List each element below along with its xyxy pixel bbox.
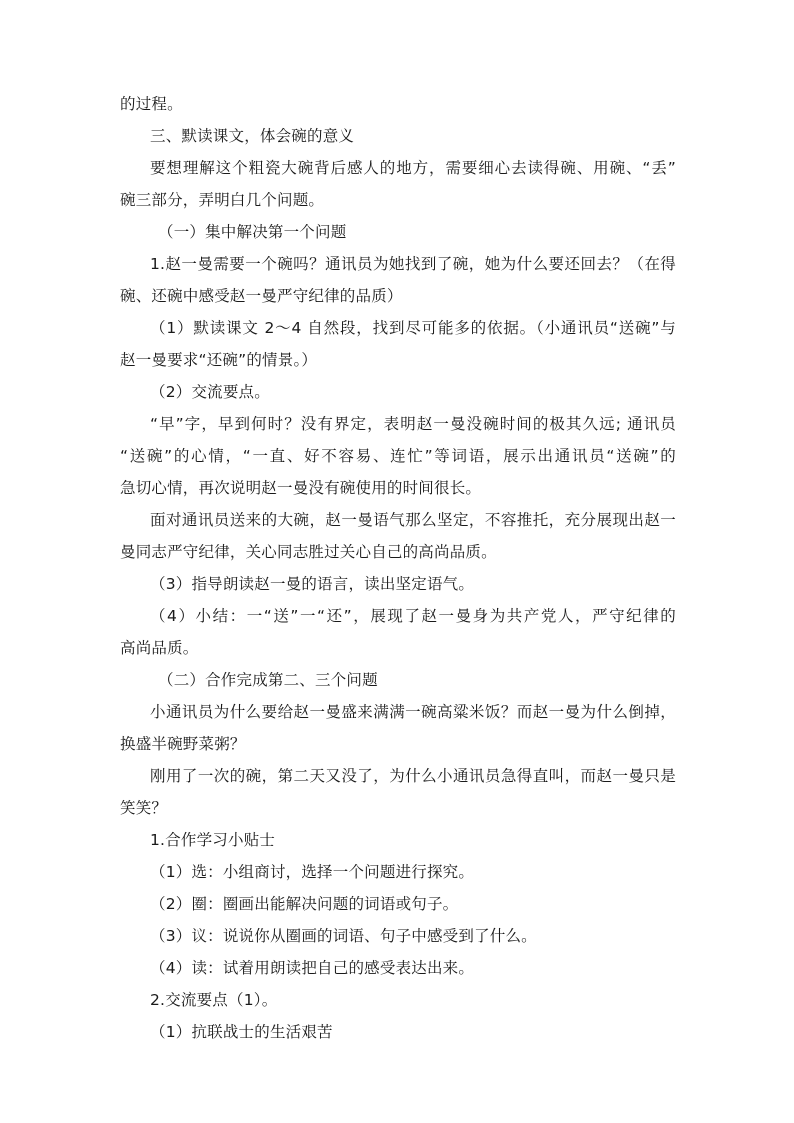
text-line: 刚用了一次的碗，第二天又没了，为什么小通讯员急得直叫，而赵一曼只是 bbox=[150, 767, 676, 785]
subsection-heading: （一）集中解决第一个问题 bbox=[158, 223, 347, 241]
list-item: （4）读：试着用朗读把自己的感受表达出来。 bbox=[150, 959, 475, 977]
text-line: “早”字，早到何时？没有界定，表明赵一曼没碗时间的极其久远; 通讯员 bbox=[150, 415, 676, 433]
text-line: 笑笑？ bbox=[120, 799, 168, 817]
list-item: （1）选：小组商讨，选择一个问题进行探究。 bbox=[150, 863, 475, 881]
text-line: 赵一曼要求“还碗”的情景。） bbox=[120, 351, 318, 369]
text-line: （3）指导朗读赵一曼的语言，读出坚定语气。 bbox=[150, 575, 475, 593]
text-line: 要想理解这个粗瓷大碗背后感人的地方，需要细心去读得碗、用碗、“丢” bbox=[150, 159, 676, 177]
text-line: 曼同志严守纪律，关心同志胜过关心自己的高尚品质。 bbox=[120, 543, 497, 561]
text-line: 碗、还碗中感受赵一曼严守纪律的品质） bbox=[120, 287, 403, 305]
subsection-heading: （二）合作完成第二、三个问题 bbox=[158, 671, 378, 689]
list-item: （2）圈：圈画出能解决问题的词语或句子。 bbox=[150, 895, 459, 913]
text-line: 急切心情，再次说明赵一曼没有碗使用的时间很长。 bbox=[120, 479, 482, 497]
section-heading: 三、默读课文，体会碗的意义 bbox=[150, 127, 355, 145]
text-line: 小通讯员为什么要给赵一曼盛来满满一碗高粱米饭？而赵一曼为什么倒掉， bbox=[150, 703, 676, 721]
text-line: （4）小结：一“送”一“还”，展现了赵一曼身为共产党人，严守纪律的 bbox=[150, 607, 676, 625]
text-line: 换盛半碗野菜粥？ bbox=[120, 735, 246, 753]
text-line: 高尚品质。 bbox=[120, 639, 199, 657]
text-line: 1.赵一曼需要一个碗吗？通讯员为她找到了碗，她为什么要还回去？（在得 bbox=[150, 255, 676, 273]
text-line: （1）默读课文 2～4 自然段，找到尽可能多的依据。（小通讯员“送碗”与 bbox=[150, 319, 676, 337]
text-line: 碗三部分，弄明白几个问题。 bbox=[120, 191, 325, 209]
text-line: （2）交流要点。 bbox=[150, 383, 270, 401]
text-line: “送碗”的心情，“一直、好不容易、连忙”等词语，展示出通讯员“送碗”的 bbox=[120, 447, 676, 465]
text-line: （1）抗联战士的生活艰苦 bbox=[150, 1023, 333, 1041]
text-line: 2.交流要点（1）。 bbox=[150, 991, 278, 1009]
text-line: 的过程。 bbox=[120, 95, 183, 113]
text-line: 1.合作学习小贴士 bbox=[150, 831, 276, 849]
list-item: （3）议：说说你从圈画的词语、句子中感受到了什么。 bbox=[150, 927, 537, 945]
text-line: 面对通讯员送来的大碗，赵一曼语气那么坚定，不容推托，充分展现出赵一 bbox=[150, 511, 676, 529]
